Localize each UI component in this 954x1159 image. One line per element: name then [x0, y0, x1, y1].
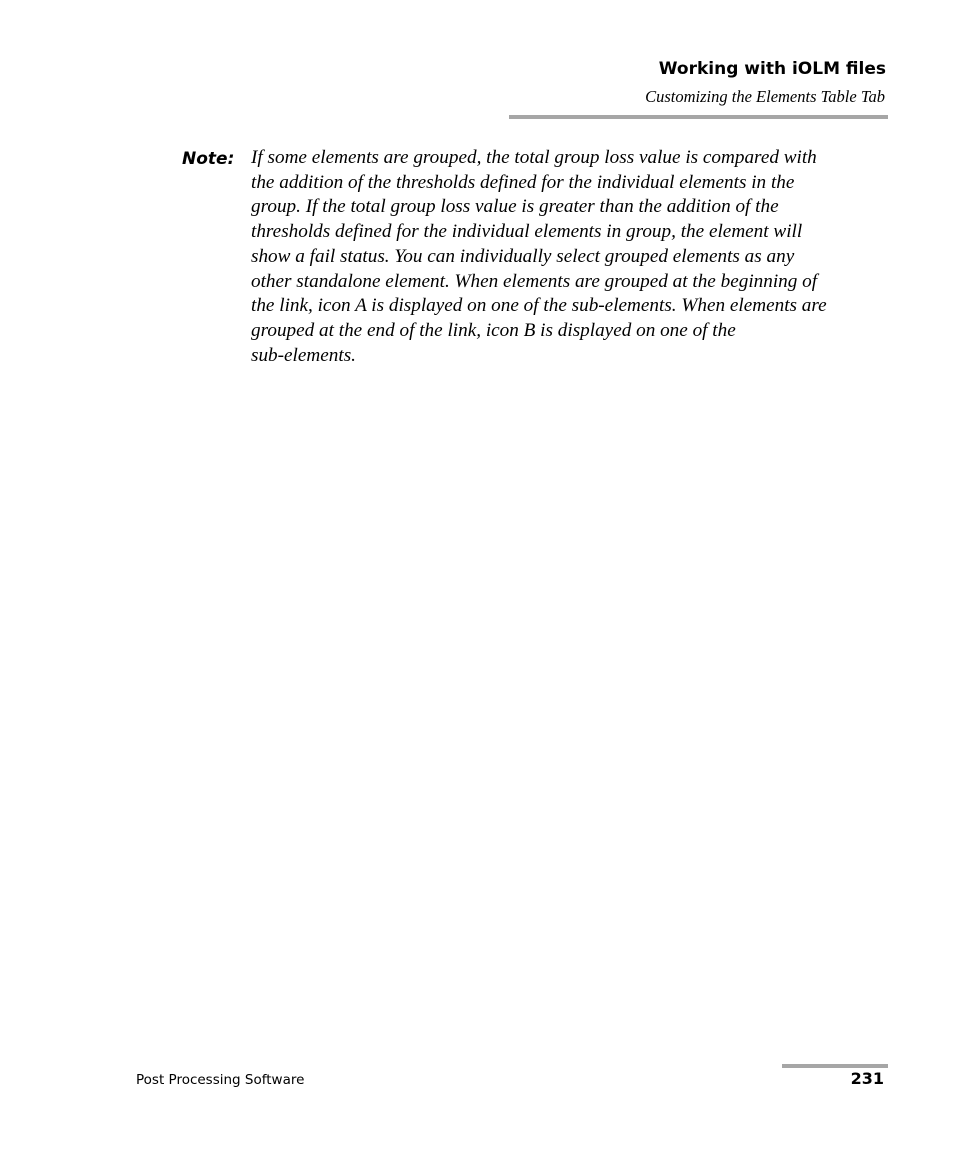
note-line: sub-elements. [251, 344, 356, 366]
note-line: the link, icon A is displayed on one of the sub-elements. When elements are [251, 295, 827, 317]
note-line: thresholds defined for the individual elements in group, the element will [251, 221, 803, 243]
page-number: 231 [850, 1069, 884, 1088]
note-line: show a fail status. You can individually select grouped elements as any [251, 245, 795, 267]
chapter-title: Working with iOLM files [658, 59, 886, 79]
note-line: group. If the total group loss value is greater than the addition of the [251, 196, 779, 218]
note-text [251, 146, 891, 368]
note-line: the addition of the thresholds defined for the individual elements in the [251, 171, 795, 193]
section-title: Customizing the Elements Table Tab [645, 87, 885, 106]
product-name: Post Processing Software [136, 1072, 305, 1088]
note-line: grouped at the end of the link, icon B is displayed on one of the [251, 319, 736, 341]
note-line: If some elements are grouped, the total group loss value is compared with [251, 147, 817, 168]
note-label: Note: [182, 149, 235, 169]
footer-divider [782, 1064, 888, 1068]
header-divider [509, 115, 888, 119]
note-line: other standalone element. When elements are grouped at the beginning of [251, 270, 818, 292]
